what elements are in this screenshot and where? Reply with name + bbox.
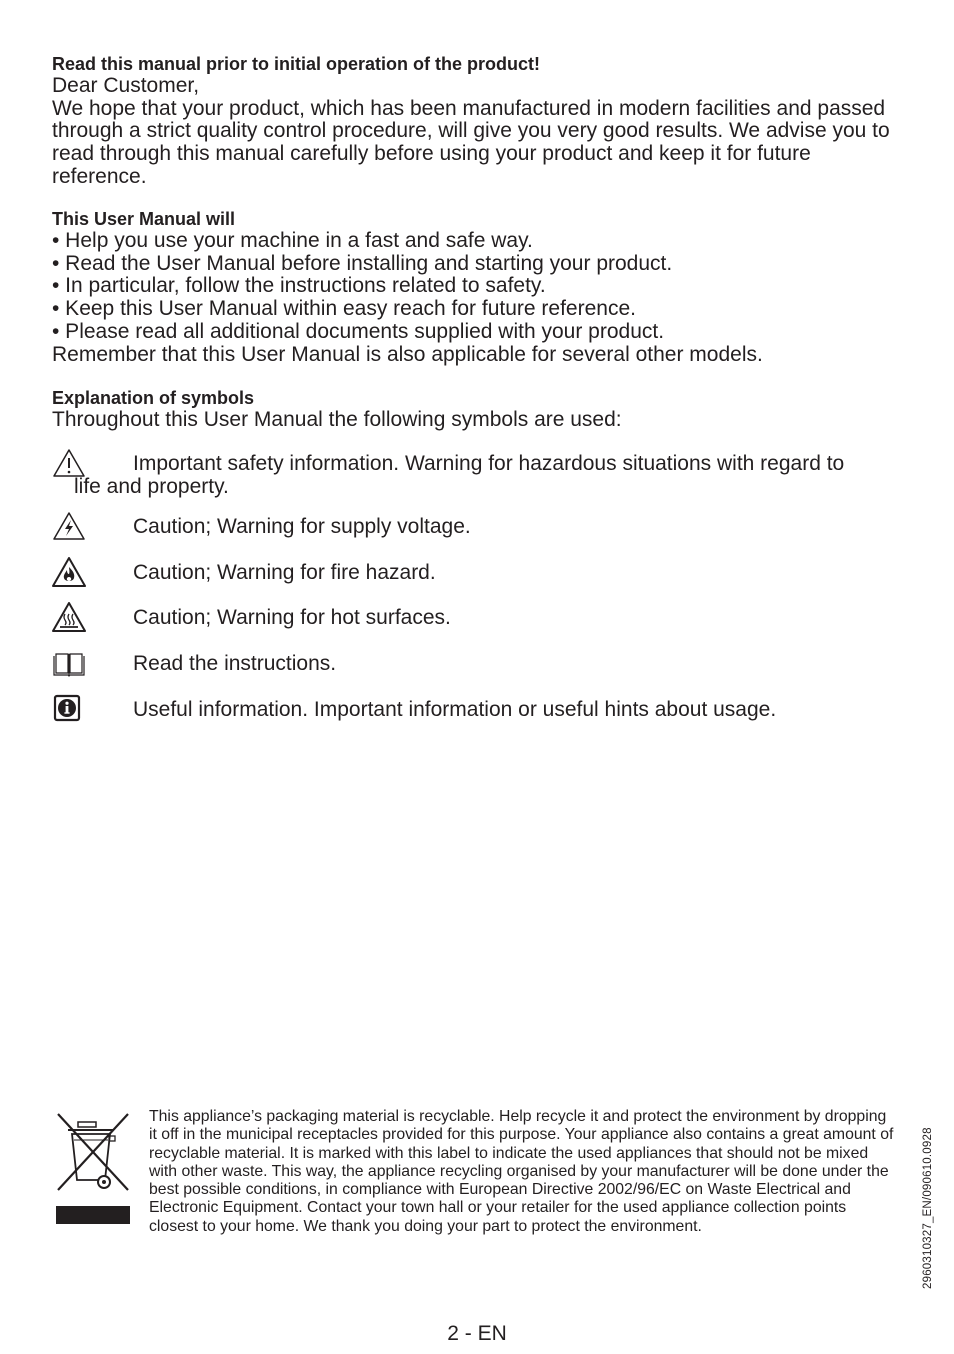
symbol-text: Caution; Warning for fire hazard.	[133, 561, 436, 584]
intro-body: We hope that your product, which has been manufactured in modern facilities and passed through a strict quality control procedure, will give you very good results. We advise you to read through this manual carefully before using your product and keep it for future reference.	[52, 96, 890, 188]
manual-item: • In particular, follow the instructions related to safety.	[52, 274, 546, 298]
symbol-row-safety	[52, 447, 912, 503]
manual-item: • Read the User Manual before installing and starting your product.	[52, 251, 673, 275]
symbol-text: Important safety information. Warning for hazardous situations with regard to	[133, 452, 845, 475]
document-code: 2960310327_EN/090610.0928	[922, 1127, 934, 1289]
symbol-text: Useful information. Important information or useful hints about usage.	[133, 698, 777, 721]
symbol-text: Caution; Warning for hot surfaces.	[133, 606, 451, 629]
hot-surface-warning-icon	[52, 601, 86, 635]
crossed-bin-icon	[52, 1110, 142, 1230]
symbol-row-fire	[52, 556, 912, 596]
manual-note: Remember that this User Manual is also applicable for several other models.	[52, 342, 763, 366]
manual-section	[52, 208, 892, 366]
recycling-section	[52, 1108, 897, 1236]
page-number: 2 - EN	[447, 1322, 507, 1345]
symbol-row-read	[52, 647, 912, 687]
manual-item: • Help you use your machine in a fast and safe way.	[52, 229, 533, 252]
symbol-text-continued: life and property.	[74, 475, 229, 498]
symbols-intro: Throughout this User Manual the following symbols are used:	[52, 408, 622, 431]
intro-heading: Read this manual prior to initial operation of the product!	[52, 54, 541, 74]
symbols-heading: Explanation of symbols	[52, 388, 255, 408]
symbols-section	[52, 387, 892, 432]
manual-heading: This User Manual will	[52, 209, 236, 229]
voltage-warning-icon	[52, 510, 86, 544]
symbol-text: Read the instructions.	[133, 652, 337, 675]
manual-item: • Please read all additional documents supplied with your product.	[52, 319, 665, 343]
symbol-row-info	[52, 693, 912, 733]
intro-greeting: Dear Customer,	[52, 74, 200, 97]
intro-section	[52, 53, 892, 189]
fire-warning-icon	[52, 556, 86, 590]
info-icon	[52, 693, 86, 727]
symbol-row-voltage	[52, 510, 912, 550]
symbol-text: Caution; Warning for supply voltage.	[133, 515, 471, 538]
manual-item: • Keep this User Manual within easy reach for future reference.	[52, 297, 636, 321]
book-icon	[52, 647, 86, 681]
symbol-row-hot-surface	[52, 601, 912, 641]
recycling-text: This appliance’s packaging material is recyclable. Help recycle it and protect the environment by dropping it off in the municipal receptacles provided for this purpose. Your appliance also contains a great amount of recyclable material. It is marked with this label to indicate the used appliances that should not be mixed with other waste. This way, the appliance recycling organised by your manufacturer will be done under the best possible conditions, in compliance with European Directive 2002/96/EC on Waste Electrical and Electronic Equipment. Contact your town hall or your retailer for the used appliance collection points closest to your home. We thank you doing your part to protect the environment.	[149, 1108, 894, 1235]
